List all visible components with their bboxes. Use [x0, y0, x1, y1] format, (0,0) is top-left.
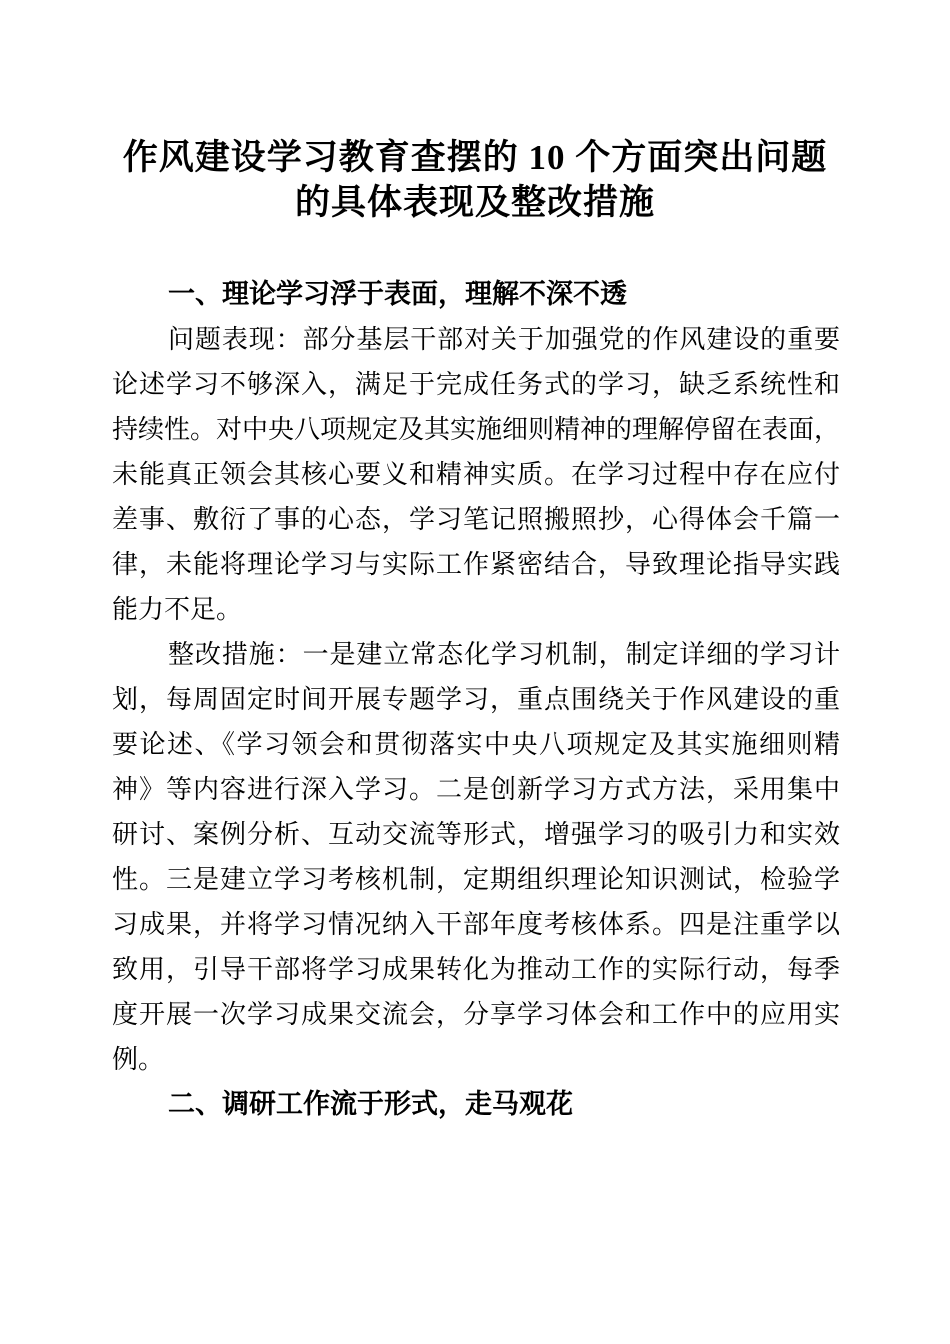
measure-text-line: 度开展一次学习成果交流会，分享学习体会和工作中的应用实 — [112, 1000, 840, 1029]
measure-text-line: 要论述、《学习领会和贯彻落实中央八项规定及其实施细则精 — [112, 730, 840, 759]
problem-text-line: 能力不足。 — [112, 595, 243, 624]
title-line-2: 的具体表现及整改措施 — [294, 183, 655, 222]
measure-text-line: 划，每周固定时间开展专题学习，重点围绕关于作风建设的重 — [112, 685, 840, 714]
problem-text-line: 论述学习不够深入，满足于完成任务式的学习，缺乏系统性和 — [112, 370, 840, 399]
title-line-1: 作风建设学习教育查摆的 10 个方面突出问题 — [122, 138, 828, 177]
measure-text-line: 整改措施：一是建立常态化学习机制，制定详细的学习计 — [168, 640, 840, 669]
problem-text-line: 持续性。对中央八项规定及其实施细则精神的理解停留在表面， — [112, 415, 841, 444]
measure-text-line: 性。三是建立学习考核机制，定期组织理论知识测试，检验学 — [112, 865, 840, 894]
measure-text-line: 研讨、案例分析、互动交流等形式，增强学习的吸引力和实效 — [112, 820, 840, 849]
measure-text-line: 神》等内容进行深入学习。二是创新学习方式方法，采用集中 — [112, 775, 840, 804]
problem-text-line: 差事、敷衍了事的心态，学习笔记照搬照抄，心得体会千篇一 — [112, 505, 840, 534]
problem-text-line: 问题表现：部分基层干部对关于加强党的作风建设的重要 — [168, 325, 840, 354]
section-2-heading: 二、调研工作流于形式，走马观花 — [168, 1089, 573, 1119]
document-body — [112, 272, 840, 1127]
measure-text-line: 习成果，并将学习情况纳入干部年度考核体系。四是注重学以 — [112, 910, 840, 939]
document-title — [0, 0, 950, 225]
measure-text-line: 例。 — [112, 1045, 165, 1074]
problem-text-line: 未能真正领会其核心要义和精神实质。在学习过程中存在应付 — [112, 460, 840, 489]
problem-text-line: 律，未能将理论学习与实际工作紧密结合，导致理论指导实践 — [112, 550, 840, 579]
measure-text-line: 致用，引导干部将学习成果转化为推动工作的实际行动，每季 — [112, 955, 840, 984]
section-1-heading: 一、理论学习浮于表面，理解不深不透 — [168, 279, 627, 309]
